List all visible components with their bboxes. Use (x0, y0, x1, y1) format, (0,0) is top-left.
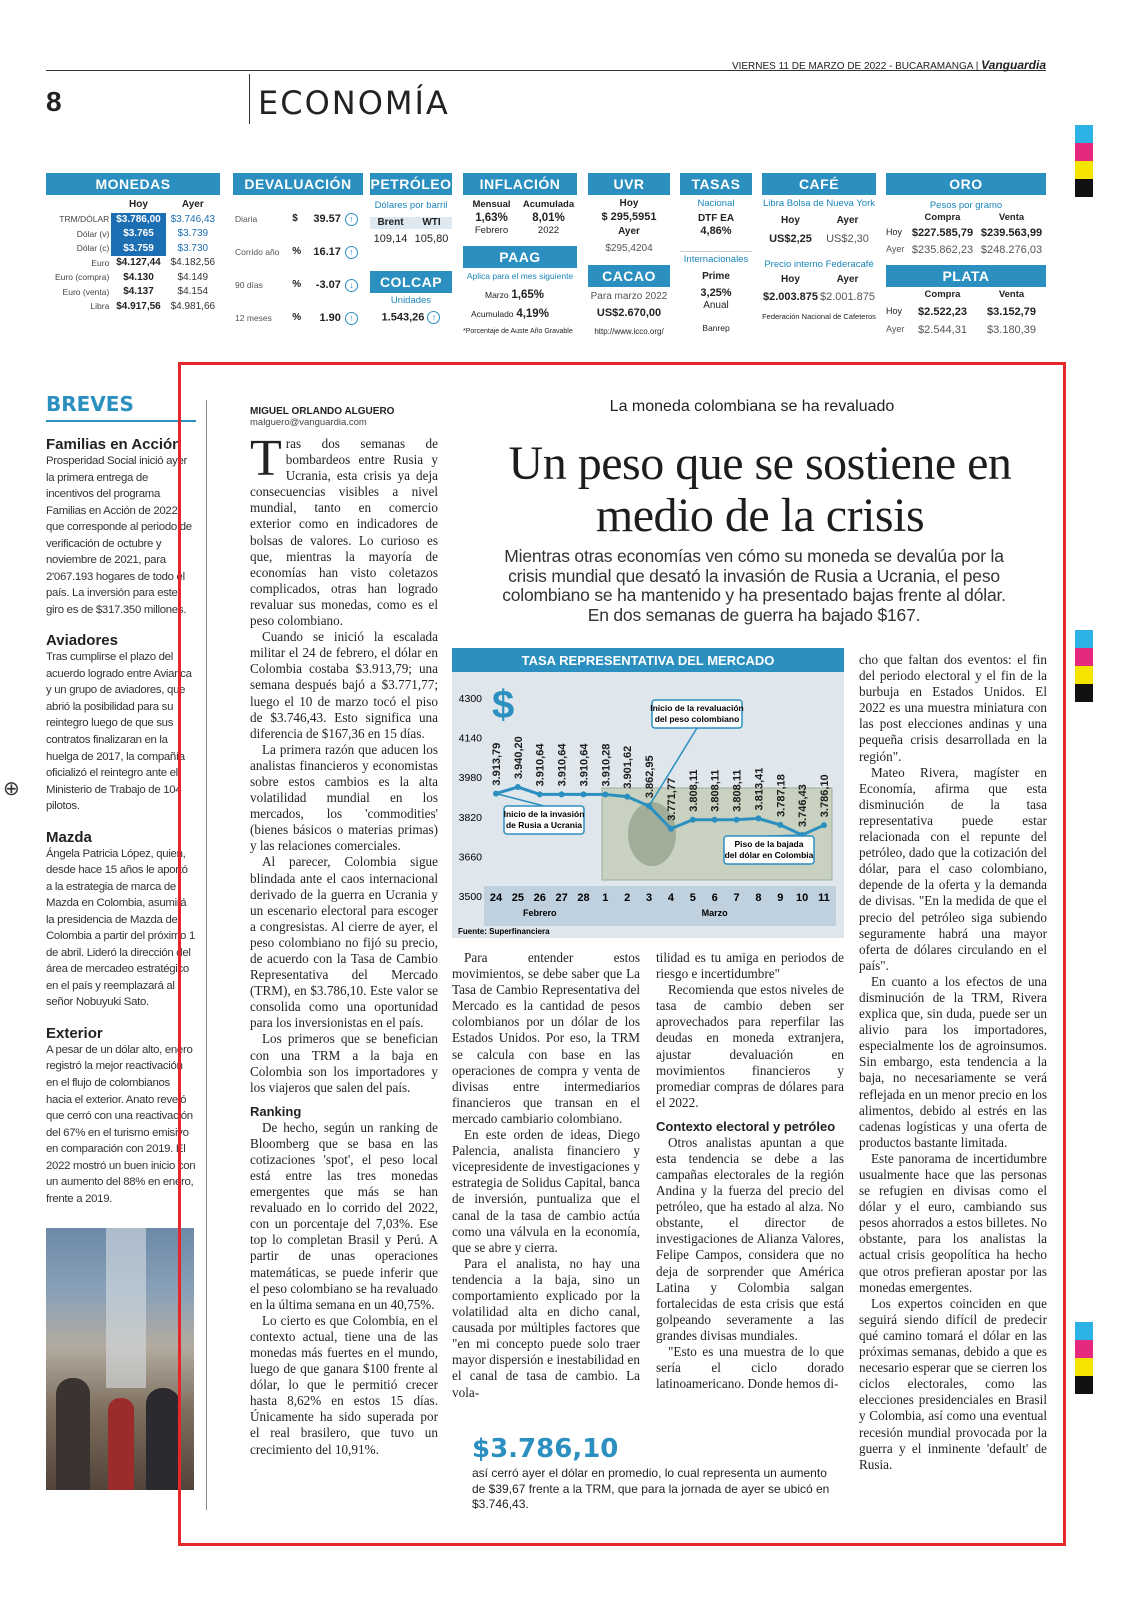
monedas-row (46, 242, 220, 257)
paragraph: Al parecer, Colombia sigue blindada ante el caos internacional derivado de la guerra en Ucrania y un escenario electoral para escoger a congresistas. Al cierre de ayer, el peso colombiano no fijó su precio, de acuerdo con la Tasa de Cambio Representativa del Mercado (TRM), en $3.786,10. Este valor se consolida como una oportunidad para los inversionistas en el país. (250, 854, 438, 1031)
cafe-sub: Libra Bolsa de Nueva York (763, 198, 875, 209)
oro-venta-label: Venta (998, 211, 1025, 223)
cacao-source: http://www.icco.org/ (594, 326, 664, 336)
y-tick-label: 4300 (458, 693, 482, 705)
breve-body: Tras cumplirse el plazo del acuerdo logrado entre Avianca y un grupo de aviadores, que abrió la posibilidad para su reintegro luego de que sus contratos finalizaran en la huelga de 2017, la compañía oficializó el reintegro ante el Ministerio de Trabajo de 104 pilotos. (46, 651, 192, 813)
arrow-up-icon: ↑ (345, 213, 358, 226)
cafe-hoy2: $2.003.875 (762, 290, 819, 303)
byline-email: malguero@vanguardia.com (250, 417, 367, 428)
chart-source: Fuente: Superfinanciera (458, 927, 550, 936)
paragraph: Recomienda que estos niveles de tasa de cambio deben ser aprovechados para reperfilar las deudas en moneda extranjera, ajustar devaluación en movimientos financieros y promediar compras de dólares para el 2022. (656, 982, 844, 1110)
devaluacion-unit: % (292, 246, 302, 258)
devaluacion-arrow-cell (343, 302, 363, 335)
chart-title: TASA REPRESENTATIVA DEL MERCADO (521, 653, 775, 668)
page-number: 8 (46, 86, 62, 117)
markets-petroleo (370, 173, 452, 355)
data-label: 3.862,95 (644, 755, 657, 799)
kicker: La moneda colombiana se ha revaluado (609, 398, 895, 415)
dateline-block: VIERNES 11 DE MARZO DE 2022 - BUCARAMANGA | Vanguardia (731, 58, 1046, 72)
inflacion-acumulada: 8,01% (532, 211, 565, 224)
monedas-row-ayer: $3.746,43 (170, 213, 216, 225)
devaluacion-value: 1.90 (319, 311, 341, 324)
data-point (777, 822, 783, 828)
x-tick-label: 6 (711, 892, 718, 904)
monedas-row-hoy: $3.765 (111, 227, 165, 242)
breves-column (46, 392, 196, 1207)
dateline: VIERNES 11 DE MARZO DE 2022 - BUCARAMANGA (731, 61, 973, 72)
x-tick-label: 27 (555, 892, 568, 904)
paag-sub: Aplica para el mes siguiente (466, 271, 574, 282)
data-point (712, 817, 718, 823)
monedas-row-hoy: $4.127,44 (116, 257, 161, 268)
monedas-title: MONEDAS (46, 173, 220, 195)
monedas-row-hoy: $3.786,00 (111, 213, 165, 228)
x-tick-label: 28 (577, 892, 590, 904)
paag-marzo: 1,65% (511, 288, 545, 301)
paragraph: Mateo Rivera, magíster en Economía, afirma que esta disminución de la tasa representativa puede estar relacionada con el repunte del petróleo, dado que la cotización del dólar, para el caso colombiano, depende de la oferta y la demanda de divisas. "En la medida de que el precio del petróleo siga subiendo seguramente habrá una mayor oferta de dólares circulando en el país". (859, 764, 1047, 973)
monedas-row (46, 256, 220, 271)
devaluacion-arrow-cell (343, 236, 363, 269)
breves-photo (46, 1228, 194, 1490)
monedas-row-label: Euro (91, 257, 110, 268)
data-label: 3.808,11 (709, 769, 722, 812)
inflacion-mensual-label: Mensual (472, 199, 511, 210)
petroleo-title: PETRÓLEO (370, 173, 452, 195)
x-tick-label: 9 (777, 892, 784, 904)
callout-text: así cerró ayer el dólar en promedio, lo cual representa un aumento de $39,67 frente a la TRM, que para la jornada de ayer se ubicó en $3.746,43. (472, 1466, 830, 1512)
data-label: 3.787,18 (775, 774, 788, 817)
annotation-text: Inicio de la revaluación del peso colombiano (650, 703, 744, 724)
article-column-4 (859, 652, 1047, 1473)
deck: Mientras otras economías ven cómo su moneda se devalúa por la crisis mundial que desató la invasión de Rusia a Ucrania, el peso colombiano se ha mantenido y ha presentado bajas frente al dólar. En dos semanas de guerra ha bajado $167. (502, 546, 1006, 625)
uvr-hoy: $ 295,5951 (601, 210, 657, 223)
annotation-text: Inicio de la invasión de Rusia a Ucrania (503, 809, 585, 830)
data-point (515, 784, 521, 790)
breves-list (46, 436, 196, 1207)
monedas-row-hoy: $4.130 (123, 271, 154, 283)
subheading: Ranking (250, 1103, 302, 1119)
oro-hoy-label: Hoy (886, 226, 903, 237)
data-label: 3.771,77 (665, 777, 678, 821)
cafe-ayer2: $2.001.875 (819, 290, 876, 303)
cmyk-marks-bottom (1075, 1322, 1093, 1394)
inflacion-anio: 2022 (537, 225, 560, 237)
colcap-title: COLCAP (370, 271, 452, 293)
tasas-prime: 3,25% (700, 286, 732, 299)
devaluacion-label: 90 días (235, 280, 263, 291)
x-tick-label: 2 (624, 892, 631, 904)
inflacion-acumulada-label: Acumulada (522, 199, 575, 210)
brent-label: Brent (370, 217, 411, 230)
tasas-nacional: Nacional (697, 198, 735, 209)
paag-acum: 4,19% (516, 308, 549, 321)
cmyk-marks-mid (1075, 630, 1093, 702)
data-point (821, 822, 827, 828)
arrow-up-icon: ↑ (427, 311, 440, 324)
paag-title: PAAG (463, 246, 577, 268)
data-label: 3.808,11 (731, 769, 744, 812)
monedas-row-label: Euro (venta) (62, 286, 110, 297)
cmyk-marks-top (1075, 125, 1093, 197)
breve-heading: Mazda (46, 828, 92, 846)
data-label: 3.746,43 (797, 784, 810, 828)
monedas-row (46, 300, 220, 315)
x-tick-label: 10 (796, 892, 809, 904)
data-point (734, 817, 740, 823)
monedas-table (46, 198, 220, 314)
tasas-dtf-label: DTF EA (697, 212, 735, 224)
paragraph-rest: ras dos semanas de bombardeos entre Rusia y Ucrania, esta crisis ya deja consecuencias visibles a nivel mundial, tanto en comercio exterior como en indicadores de bolsas de valores. Lo curioso es que, mientras la mayoría de economías han visto coletazos complicados, otras han logrado revaluar sus monedas, como es el peso colombiano. (250, 436, 438, 629)
paragraph: En este orden de ideas, Diego Palencia, analista financiero y vicepresidente de investigaciones y estrategia de Solidus Capital, banca de inversión, puntualiza que el canal de la tasa de cambio actúa como una válvula en la economía, que se abre y cierra. (452, 1127, 640, 1255)
colcap-value: 1.543,26 (381, 311, 425, 324)
data-label: 3.940,20 (512, 736, 525, 780)
cacao-sub: Para marzo 2022 (590, 291, 668, 303)
subheading: Contexto electoral y petróleo (656, 1118, 836, 1134)
breve-body: Prosperidad Social inició ayer la primera entrega de incentivos del programa Familias en Acción de 2022, que corresponde al periodo de verificación de octubre y noviembre de 2021, para 2'067.193 hogares de todo el país. La inversión para este giro es de $317.350 millones. (46, 455, 192, 616)
markets-cafe (762, 173, 876, 355)
data-label: 3.901,62 (622, 745, 635, 789)
devaluacion-arrow-cell (343, 269, 363, 302)
tasas-title: TASAS (680, 173, 752, 195)
cafe-hoy2-label: Hoy (781, 274, 800, 285)
tasas-dtf: 4,86% (700, 225, 732, 238)
y-tick-label: 3980 (458, 772, 482, 785)
article-column-2 (452, 950, 640, 1401)
plata-hoy-venta: $3.152,79 (987, 306, 1036, 319)
devaluacion-row (233, 302, 363, 335)
inflacion-title: INFLACIÓN (463, 173, 577, 195)
plata-hoy-compra: $2.522,23 (918, 306, 967, 319)
monedas-row-ayer: $3.739 (177, 228, 209, 239)
cacao-value: US$2.670,00 (596, 306, 662, 319)
section-title: ECONOMÍA (258, 84, 450, 122)
paragraph: La primera razón que aducen los analistas financieros y economistas sobre estos cambios es la alta volatilidad mundial en los mercados, los 'commodities' (bienes básicos o materias primas) y las relaciones comerciales. (250, 741, 438, 854)
colcap-sub: Unidades (390, 295, 432, 307)
devaluacion-row (233, 203, 363, 236)
dollar-sign-icon: $ (492, 683, 515, 727)
brent-value: 109,14 (373, 233, 408, 246)
cafe-ayer2-label: Ayer (836, 274, 859, 285)
paragraph: "Esto es una muestra de lo que sería el ciclo dorado latinoamericano. Donde hemos di- (656, 1344, 844, 1392)
monedas-row-ayer: $4.154 (177, 286, 209, 297)
oro-sub: Pesos por gramo (929, 200, 1003, 211)
registration-mark-icon: ⊕ (3, 778, 20, 800)
plata-title: PLATA (886, 265, 1046, 287)
devaluacion-value: 16.17 (313, 245, 341, 258)
markets-tasas (680, 173, 752, 355)
y-tick-label: 3660 (458, 851, 482, 864)
markets-oro (886, 173, 1046, 355)
plata-hoy-label: Hoy (886, 306, 903, 317)
monedas-row-label: TRM/DÓLAR (59, 214, 110, 225)
monedas-row (46, 271, 220, 286)
data-point (755, 815, 761, 821)
petroleo-sub: Dólares por barril (374, 200, 448, 211)
data-point (602, 791, 608, 797)
arrow-up-icon: ↑ (345, 246, 358, 259)
paag-acum-label: Acumulado (471, 309, 514, 320)
oro-ayer-compra: $235.862,23 (911, 243, 974, 256)
article-column-1 (250, 430, 438, 1458)
monedas-row (46, 227, 220, 242)
monedas-row-ayer: $3.730 (177, 242, 209, 254)
markets-inflacion (463, 173, 577, 355)
paragraph: Para entender estos movimientos, se debe saber que La Tasa de Cambio Representativa del Mercado es la cantidad de pesos colombianos por un dólar de los Estados Unidos. Por eso, la TRM se calcula con base en las operaciones de compra y venta de divisas entre intermediarios financieros que transan en el mercado cambiario colombiano. (452, 950, 640, 1126)
trm-chart-svg (452, 648, 844, 938)
monedas-row (46, 285, 220, 300)
breves-title: BREVES (46, 392, 196, 422)
breve-body: Ángela Patricia López, quien, desde hace 15 años le aportó a la estrategia de marca de Mazda en Colombia, asumirá la presidencia de Mazda de Colombia a partir del próximo 1 de abril. Lideró la dirección del área de mercadeo estratégico en el país y reemplazará al señor Nobuyuki Sato. (46, 847, 195, 1009)
uvr-ayer-label: Ayer (618, 226, 640, 238)
byline: MIGUEL ORLANDO ALGUERO (250, 406, 395, 417)
cafe-hoy: US$2,25 (769, 233, 812, 246)
cafe-hoy-label: Hoy (781, 214, 800, 226)
monedas-row-label: Dólar (v) (76, 228, 110, 239)
data-point (690, 817, 696, 823)
monedas-row-label: Euro (compra) (55, 272, 110, 283)
tasas-prime-label: Prime (702, 271, 730, 282)
uvr-hoy-label: Hoy (619, 198, 639, 209)
cacao-title: CACAO (588, 265, 670, 287)
devaluacion-value: -3.07 (315, 278, 341, 291)
wti-label: WTI (411, 217, 452, 230)
month-label: Marzo (701, 908, 728, 918)
x-tick-label: 3 (646, 892, 653, 904)
devaluacion-row (233, 236, 363, 269)
oro-title: ORO (886, 173, 1046, 195)
monedas-row-label: Libra (90, 301, 110, 312)
devaluacion-row (233, 269, 363, 302)
devaluacion-label: 12 meses (235, 313, 272, 324)
oro-compra-label: Compra (924, 211, 961, 223)
x-tick-label: 5 (689, 892, 696, 904)
markets-uvr (588, 173, 670, 355)
paragraph: tilidad es tu amiga en periodos de riesgo e incertidumbre" (656, 950, 844, 982)
data-label: 3.813,41 (753, 767, 766, 811)
y-tick-label: 3500 (458, 891, 482, 903)
data-point (559, 791, 565, 797)
monedas-row-ayer: $4.149 (177, 271, 209, 283)
tasas-internacionales: Internacionales (680, 251, 752, 266)
cafe-ayer-label: Ayer (836, 214, 859, 226)
inflacion-mensual: 1,63% (475, 211, 508, 224)
breve-heading: Aviadores (46, 632, 118, 650)
article-column-3 (656, 950, 844, 1392)
plata-ayer-venta: $3.180,39 (987, 323, 1036, 336)
paragraph (250, 430, 438, 629)
data-point (537, 791, 543, 797)
wti-value: 105,80 (414, 233, 449, 246)
devaluacion-arrow-cell (343, 203, 363, 236)
devaluacion-title: DEVALUACIÓN (233, 173, 363, 195)
paragraph: Para el analista, no hay una tendencia a la baja, sino un comportamiento explicado por la volatilidad alta en dicho canal, causada por múltiples factores que "en mi concepto puede solo traer mayor dispersión e inestabilidad en el canal de tasa de cambio. La vola- (452, 1255, 640, 1400)
paragraph: Los primeros que se benefician con una TRM a la baja en Colombia son los importadores y los viajeros que salen del país. (250, 1031, 438, 1095)
breve-heading: Familias en Acción (46, 436, 182, 453)
x-tick-label: 26 (533, 892, 546, 904)
data-label: 3.910,28 (600, 743, 613, 787)
data-point (668, 826, 674, 832)
breve-body: A pesar de un dólar alto, enero registró la mejor reactivación en el flujo de colombianos hacia el exterior. Anato reveló que cerró con una reactivación del 67% en el turismo emisivo en comparación con 2019. El 2022 mostró un buen inicio con un aumento del 88% en enero, frente a 2019. (46, 1043, 196, 1205)
data-point (580, 791, 586, 797)
paragraph: Otros analistas apuntan a que esta tendencia se debe a las campañas electorales de la región Andina y la fuerza del precio del petróleo, que ha estado al alza. No obstante, el director de investigaciones de Alianza Valores, Felipe Campos, considera que no deja de sorprender que América Latina y Colombia salgan fortalecidas de esta crisis que está golpeando severamente a las grandes divisas mundiales. (656, 1134, 844, 1343)
plata-compra-label: Compra (924, 289, 961, 301)
data-label: 3.786,10 (819, 774, 831, 818)
data-label: 3.913,79 (491, 742, 503, 786)
monedas-row (46, 213, 220, 228)
annotation-text: Piso de la bajada del dólar en Colombia (724, 839, 814, 860)
paragraph: En cuanto a los efectos de una disminución de la TRM, Rivera explica que, sin duda, puede ser un alivio para los importadores, especialmente los de agroinsumos. Sin embargo, esta tendencia a la baja, no necesariamente se verá reflejada en un menor precio en los alimentos, debido al estrés en las cadenas logísticas y una oferta de productos bastante limitada. (859, 973, 1047, 1150)
data-label: 3.910,64 (578, 743, 591, 787)
oro-hoy-compra: $227.585,79 (911, 226, 974, 239)
x-tick-label: 1 (602, 892, 609, 904)
devaluacion-unit: $ (292, 213, 298, 225)
data-label: 3.910,64 (556, 743, 569, 787)
drop-cap: T (250, 430, 282, 487)
devaluacion-unit: % (292, 279, 302, 291)
oro-ayer-label: Ayer (886, 243, 905, 254)
markets-devaluacion (233, 173, 363, 355)
paragraph: Este panorama de incertidumbre usualmente hace que las personas se refugien en divisas como el dólar y el euro, cambiando sus pesos ahorrados a estos billetes. No obstante, para los analistas la actual crisis geopolítica ha hecho que otros prefieran apostar por las monedas emergentes. (859, 1150, 1047, 1295)
y-tick-label: 4140 (458, 732, 482, 745)
headline: Un peso que se sostiene en medio de la crisis (508, 437, 1012, 542)
monedas-row-hoy: $3.759 (111, 242, 165, 257)
inflacion-mes: Febrero (474, 225, 509, 237)
devaluacion-label: Corrido año (235, 247, 280, 258)
monedas-row-hoy: $4.917,56 (116, 300, 161, 312)
x-tick-label: 25 (511, 892, 524, 904)
monedas-row-ayer: $4.981,66 (170, 300, 216, 312)
devaluacion-table (233, 203, 363, 335)
paragraph: Los expertos coinciden en que seguirá siendo difícil de predecir qué camino tomará el dólar en las próximas semanas, debido a que es necesario esperar que se cierren los ciclos electorales, como las elecciones presidenciales en Brasil y Colombia, así como una eventual recesión mundial provocada por la guerra y el inminente 'default' de Rusia. (859, 1295, 1047, 1472)
oro-ayer-venta: $248.276,03 (980, 243, 1043, 256)
paag-note: *Porcentaje de Auste Año Gravable (463, 327, 573, 335)
paag-marzo-label: Marzo (485, 289, 509, 300)
paragraph: De hecho, según un ranking de Bloomberg que se basa en las cotizaciones 'spot', el peso local está entre las tres monedas emergentes que más se han revaluado en lo corrido del 2022, con un porcentaje del 7,03%. Ese top lo completan Brasil y Perú. A partir de unas operaciones matemáticas, se puede inferir que el peso colombiano se ha revaluado en la última semana en un 40,75%. (250, 1119, 438, 1312)
paragraph: Lo cierto es que Colombia, en el contexto actual, tiene una de las monedas más fuertes en el mundo, luego de que ganara $100 frente al dólar, lo que le permitió crecer hasta 8,62% en estos 15 días. Únicamente ha sido superada por el real brasilero, que tuvo un crecimiento del 10,91%. (250, 1312, 438, 1457)
paragraph: Cuando se inició la escalada militar el 24 de febrero, el dólar en Colombia costaba $3.913,79; una semana después bajó a $3.771,77; luego el 10 de marzo tocó el piso de $3.746,43. Esto significa una diferencia de $167,36 en 15 días. (250, 629, 438, 741)
data-label: 3.808,11 (687, 769, 700, 812)
uvr-title: UVR (588, 173, 670, 195)
cafe-title: CAFÉ (762, 173, 876, 195)
month-label: Febrero (522, 908, 557, 918)
data-label: 3.910,64 (534, 743, 547, 787)
x-tick-label: 7 (733, 892, 740, 904)
cafe-interno-label: Precio interno Federacafé (764, 259, 874, 271)
y-tick-label: 3820 (458, 811, 482, 824)
plata-ayer-compra: $2.544,31 (918, 323, 967, 336)
plata-venta-label: Venta (998, 289, 1025, 301)
cafe-ayer: US$2,30 (826, 233, 869, 246)
monedas-row-ayer: $4.182,56 (170, 257, 216, 268)
tasas-anual: Anual (703, 300, 729, 312)
cafe-source: Federación Nacional de Cafeteros (762, 312, 876, 322)
x-tick-label: 8 (755, 892, 762, 904)
plata-ayer-label: Ayer (886, 323, 905, 334)
x-tick-label: 11 (818, 892, 830, 904)
oro-hoy-venta: $239.563,99 (980, 226, 1043, 239)
x-tick-label: 24 (489, 892, 503, 904)
monedas-row-hoy: $4.137 (123, 286, 154, 297)
breve-heading: Exterior (46, 1024, 103, 1042)
monedas-col-ayer: Ayer (181, 199, 204, 210)
devaluacion-unit: % (292, 312, 302, 324)
arrow-down-icon: ↓ (345, 279, 358, 292)
section-divider (249, 74, 250, 124)
brand-logo: Vanguardia (981, 58, 1046, 72)
data-point (624, 794, 630, 800)
callout-value: $3.786,10 (472, 1434, 619, 1464)
trm-chart (452, 648, 844, 938)
devaluacion-value: 39.57 (313, 212, 341, 225)
markets-monedas (46, 173, 220, 355)
arrow-up-icon: ↑ (345, 312, 358, 325)
uvr-ayer: $295,4204 (605, 242, 653, 254)
monedas-col-hoy: Hoy (129, 199, 148, 210)
tasas-source: Banrep (702, 322, 730, 333)
x-tick-label: 4 (667, 892, 674, 904)
devaluacion-label: Diaria (235, 214, 258, 225)
paragraph: cho que faltan dos eventos: el fin del periodo electoral y el fin de la burbuja en Estados Unidos. El 2022 es una muestra miniatura con las post elecciones andinas y una pequeña crisis desarrollada en la región". (859, 652, 1047, 764)
monedas-row-label: Dólar (c) (76, 243, 110, 254)
